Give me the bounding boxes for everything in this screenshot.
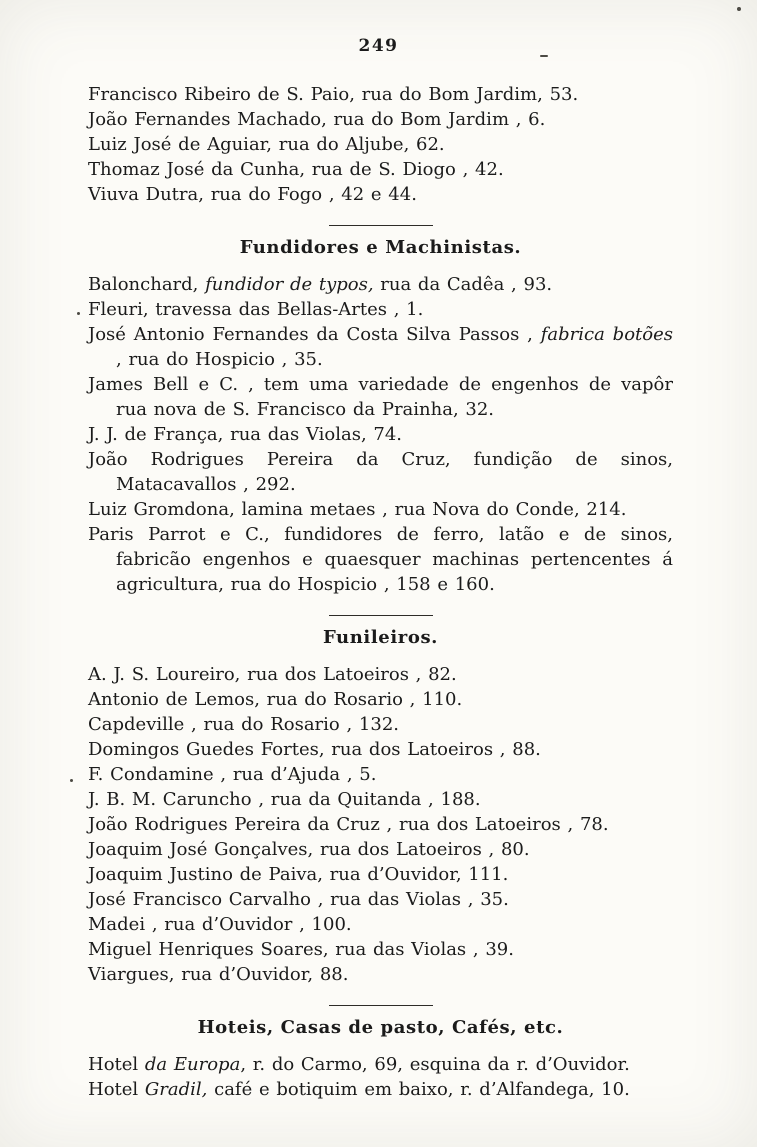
entry-text: Hotel xyxy=(88,1079,145,1100)
entry-text: João Fernandes Machado, rua do Bom Jardim , 6. xyxy=(88,109,546,130)
entry-text: Joaquim Justino de Paiva, rua d’Ouvidor, 111. xyxy=(88,864,509,885)
entry-text: Thomaz José da Cunha, rua de S. Diogo , 42. xyxy=(88,159,504,180)
section-heading: Funileiros. xyxy=(322,627,439,648)
entry-text: Paris Parrot e C., fundidores de ferro, latão e de sinos, fabricão engenhos e quaesquer machinas pertencentes á agricultura, rua do Hospicio , 158 e 160. xyxy=(88,524,673,595)
section-divider xyxy=(329,615,433,616)
entry-text: James Bell e C. , tem uma variedade de engenhos de vapôr rua nova de S. Francisco da Prainha, 32. xyxy=(88,374,673,420)
directory-entry xyxy=(88,862,673,887)
entry-text: J. J. de França, rua das Violas, 74. xyxy=(88,424,403,445)
entry-text: Miguel Henriques Soares, rua das Violas , 39. xyxy=(88,939,514,960)
entry-text: Viargues, rua d’Ouvidor, 88. xyxy=(88,964,349,985)
entry-text: J. B. M. Caruncho , rua da Quitanda , 188. xyxy=(88,789,481,810)
directory-entry xyxy=(88,372,673,422)
entry-text: , rua do Hospicio , 35. xyxy=(116,349,323,370)
directory-entry xyxy=(88,812,673,837)
directory-entry xyxy=(88,422,673,447)
directory-entry xyxy=(88,912,673,937)
directory-entry xyxy=(88,1077,673,1102)
directory-entry xyxy=(88,887,673,912)
entry-text: café e botiquim em baixo, r. d’Alfandega, 10. xyxy=(207,1079,630,1100)
directory-entry xyxy=(88,712,673,737)
entry-text: Antonio de Lemos, rua do Rosario , 110. xyxy=(88,689,463,710)
section-divider xyxy=(329,225,433,226)
entry-text: Fleuri, travessa das Bellas-Artes , 1. xyxy=(88,299,424,320)
directory-entry xyxy=(88,272,673,297)
entry-text-italic: da Europa xyxy=(144,1054,241,1075)
entry-text: Francisco Ribeiro de S. Paio, rua do Bom Jardim, 53. xyxy=(88,84,579,105)
entry-text: Joaquim José Gonçalves, rua dos Latoeiros , 80. xyxy=(88,839,530,860)
directory-entry xyxy=(88,687,673,712)
section-heading: Fundidores e Machinistas. xyxy=(239,237,522,258)
directory-entry xyxy=(88,132,673,157)
directory-entry xyxy=(88,157,673,182)
directory-entry xyxy=(88,737,673,762)
entry-text: João Rodrigues Pereira da Cruz , rua dos Latoeiros , 78. xyxy=(88,814,609,835)
directory-entry xyxy=(88,762,673,787)
scan-artifact xyxy=(77,312,80,315)
directory-entry xyxy=(88,107,673,132)
directory-section xyxy=(88,225,673,597)
directory-entry xyxy=(88,837,673,862)
directory-entry xyxy=(88,662,673,687)
directory-section xyxy=(88,82,673,207)
entry-text-italic: Gradil, xyxy=(144,1079,208,1100)
entry-text-italic: fundidor de typos, xyxy=(205,274,374,295)
entry-text: Balonchard, xyxy=(88,274,206,295)
directory-entry xyxy=(88,962,673,987)
directory-entry xyxy=(88,82,673,107)
directory-entry xyxy=(88,447,673,497)
page-number: 249 xyxy=(358,36,399,56)
directory-section xyxy=(88,615,673,987)
directory-entry xyxy=(88,182,673,207)
page-content xyxy=(0,56,757,1102)
entry-text: Viuva Dutra, rua do Fogo , 42 e 44. xyxy=(88,184,417,205)
entry-text: Luiz Gromdona, lamina metaes , rua Nova do Conde, 214. xyxy=(88,499,627,520)
directory-entry xyxy=(88,522,673,597)
entry-text: José Antonio Fernandes da Costa Silva Passos , xyxy=(88,324,541,345)
entry-text: João Rodrigues Pereira da Cruz, fundição de sinos, Matacavallos , 292. xyxy=(88,449,673,495)
entry-text: Madei , rua d’Ouvidor , 100. xyxy=(88,914,352,935)
entry-text: rua da Cadêa , 93. xyxy=(373,274,553,295)
entry-text: Domingos Guedes Fortes, rua dos Latoeiros , 88. xyxy=(88,739,541,760)
directory-entry xyxy=(88,497,673,522)
directory-entry xyxy=(88,322,673,372)
entry-text: Luiz José de Aguiar, rua do Aljube, 62. xyxy=(88,134,445,155)
entry-text: F. Condamine , rua d’Ajuda , 5. xyxy=(88,764,377,785)
section-heading: Hoteis, Casas de pasto, Cafés, etc. xyxy=(197,1017,564,1038)
entry-text-italic: fabrica botões xyxy=(540,324,673,345)
scan-artifact xyxy=(70,779,73,782)
section-divider xyxy=(329,1005,433,1006)
directory-entry xyxy=(88,937,673,962)
entry-text: Capdeville , rua do Rosario , 132. xyxy=(88,714,399,735)
directory-entry xyxy=(88,1052,673,1077)
directory-section xyxy=(88,1005,673,1102)
entry-text: Hotel xyxy=(88,1054,145,1075)
scan-artifact xyxy=(737,7,741,11)
entry-text: José Francisco Carvalho , rua das Violas , 35. xyxy=(88,889,509,910)
entry-text: , r. do Carmo, 69, esquina da r. d’Ouvidor. xyxy=(240,1054,630,1075)
directory-entry xyxy=(88,787,673,812)
entry-text: A. J. S. Loureiro, rua dos Latoeiros , 82. xyxy=(88,664,457,685)
directory-entry xyxy=(88,297,673,322)
scan-artifact xyxy=(540,55,548,57)
